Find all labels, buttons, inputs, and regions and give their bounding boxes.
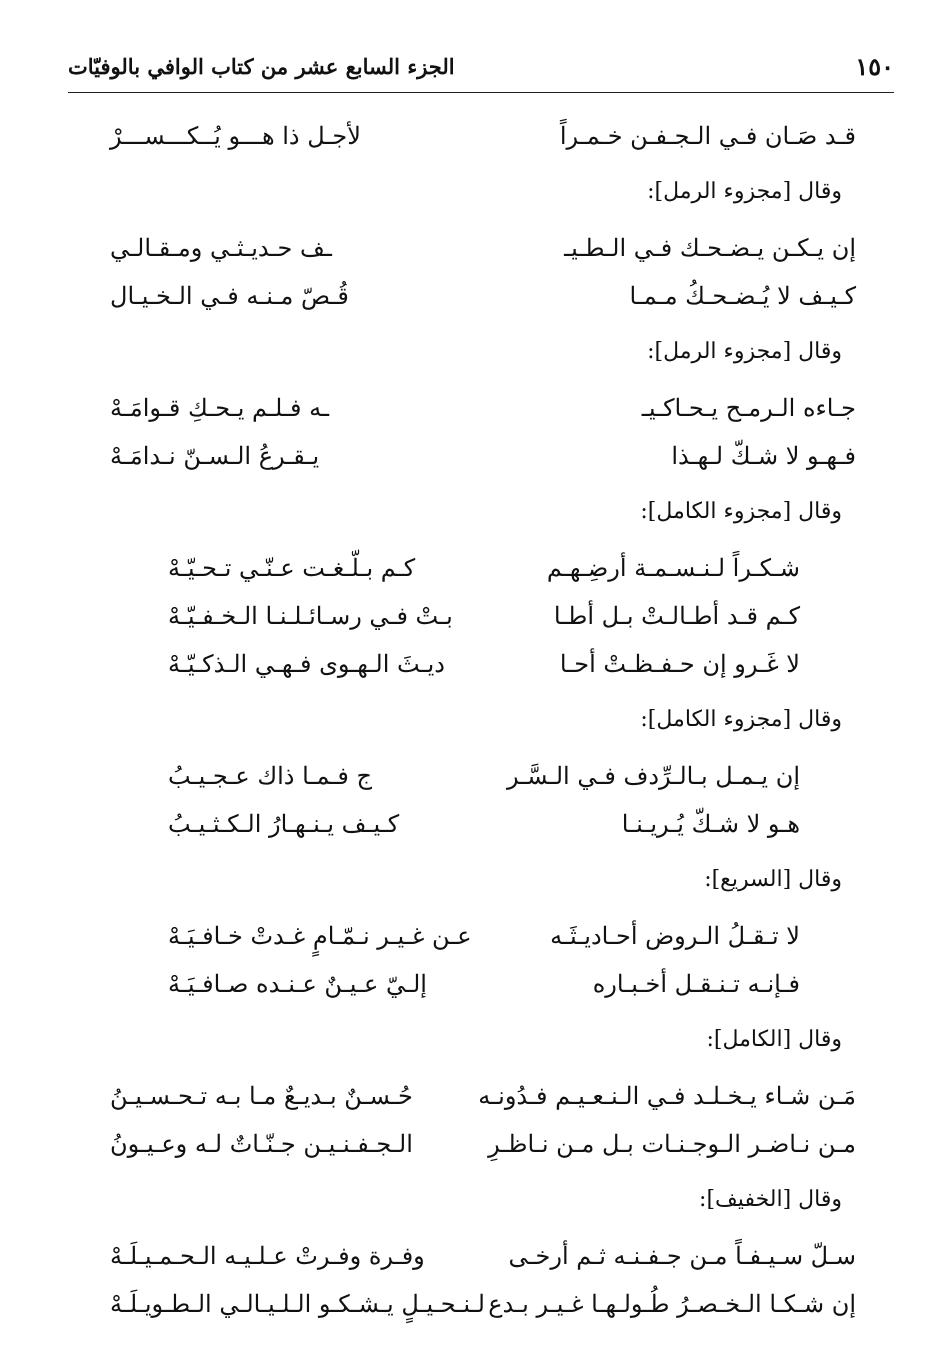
poem-intro: [0, 700, 940, 740]
poem-intro: [0, 492, 940, 532]
meter-intro: وقال [مجزوء الرمل]:: [647, 339, 842, 364]
verse-line: [0, 276, 940, 316]
verse-line: [0, 596, 940, 636]
poem-intro: [0, 1180, 940, 1220]
meter-intro: وقال [السريع]:: [704, 867, 842, 892]
second-hemistich: كـم بـلّـغـت عـنّـي تـحـيّـهْ: [168, 554, 416, 582]
second-hemistich: ـف حـديـثـي ومـقـالـي: [110, 234, 332, 262]
first-hemistich: قـد صَـان فـي الـجـفـن خـمـراً: [559, 122, 856, 150]
second-hemistich: يـقـرعُ الـسـنّ نـدامَـهْ: [110, 442, 320, 470]
verse-line: [0, 1236, 940, 1276]
second-hemistich: وفـرة وفـرتْ عـلـيـه الـحـمـيـلَـهْ: [110, 1242, 425, 1270]
second-hemistich: ـه فـلـم يـحـكِ قـوامَـهْ: [110, 394, 330, 422]
meter-intro: وقال [الخفيف]:: [699, 1187, 842, 1212]
page-number: ١٥٠: [855, 52, 894, 81]
verse-line: [0, 548, 940, 588]
second-hemistich: قُـصّ مـنـه فـي الـخـيـال: [110, 282, 349, 310]
first-hemistich: جـاءه الـرمـح يـحـاكـيـ: [641, 394, 856, 422]
first-hemistich: مَـن شـاء يـخـلـد فـي الـنـعـيـم فـدُونـه: [478, 1082, 856, 1110]
first-hemistich: كـم قـد أطـالـتْ بـل أطـا: [553, 602, 800, 630]
meter-intro: وقال [مجزوء الكامل]:: [640, 499, 842, 524]
first-hemistich: سـلّ سـيـفـاً مـن جـفـنـه ثـم أرخـى: [508, 1242, 856, 1270]
second-hemistich: حُـسـنٌ بـديـعٌ مـا بـه تـحـسـيـنُ: [110, 1082, 413, 1110]
first-hemistich: هـو لا شـكّ يُـريـنـا: [621, 810, 800, 838]
verse-line: [0, 1076, 940, 1116]
verse-line: [0, 804, 940, 844]
second-hemistich: إلـيّ عـيـنٌ عـنـده صـافـيَـهْ: [168, 970, 427, 998]
second-hemistich: لـنـحـيـلٍ يـشـكـو الـلـيـالـي الـطـويـلَـهْ: [110, 1290, 485, 1318]
second-hemistich: عـن غـيـر نـمّـامٍ غـدتْ خـافـيَـهْ: [168, 922, 472, 950]
poem-intro: [0, 332, 940, 372]
verse-line: [0, 1124, 940, 1164]
meter-intro: وقال [مجزوء الرمل]:: [647, 179, 842, 204]
second-hemistich: كـيـف يـنـهـارُ الـكـثـيـبُ: [168, 810, 400, 838]
verse-line: [0, 1284, 940, 1324]
second-hemistich: بـتْ فـي رسـائـلـنـا الـخـفـيّـهْ: [168, 602, 453, 630]
poem-intro: [0, 1020, 940, 1060]
verse-line: [0, 388, 940, 428]
verse-line: [0, 916, 940, 956]
first-hemistich: إن شـكـا الـخـصـرُ طُـولـهـا غـيـر بـدع: [488, 1290, 856, 1318]
verse-line: [0, 964, 940, 1004]
first-hemistich: مـن نـاضـر الـوجـنـات بـل مـن نـاظـرِ: [488, 1130, 856, 1158]
poem-intro: [0, 172, 940, 212]
meter-intro: وقال [مجزوء الكامل]:: [640, 707, 842, 732]
first-hemistich: لا غَـرو إن حـفـظـتْ أحـا: [559, 650, 800, 678]
second-hemistich: لأجـل ذا هـــو يُــكـــســـرْ: [110, 122, 361, 150]
verse-line: [0, 644, 940, 684]
verse-line: [0, 228, 940, 268]
verse-line: [0, 436, 940, 476]
first-hemistich: لا تـقـلُ الـروض أحـاديـثَـه: [550, 922, 800, 950]
meter-intro: وقال [الكامل]:: [706, 1027, 842, 1052]
running-title: الجزء السابع عشر من كتاب الوافي بالوفيّات: [68, 54, 455, 79]
verse-line: [0, 756, 940, 796]
second-hemistich: ج فـمـا ذاك عـجـيـبُ: [168, 762, 372, 790]
verse-line: [0, 116, 940, 156]
first-hemistich: فـإنـه تـنـقـل أخـبـاره: [592, 970, 800, 998]
first-hemistich: إن يـمـل بـالـرِّدف فـي الـسَّـر: [507, 762, 800, 790]
first-hemistich: كـيـف لا يُـضـحـكُ مـمـا: [629, 282, 856, 310]
first-hemistich: إن يـكـن يـضـحـك فـي الـطـيـ: [564, 234, 856, 262]
second-hemistich: ديـثَ الـهـوى فـهـي الـذكـيّـهْ: [168, 650, 445, 678]
poem-intro: [0, 860, 940, 900]
first-hemistich: شـكـراً لـنـسـمـة أرضِـهـم: [546, 554, 800, 582]
second-hemistich: الـجـفـنـيـن جـنّـاتٌ لـه وعـيـونُ: [110, 1130, 413, 1158]
first-hemistich: فـهـو لا شـكّ لـهـذا: [671, 442, 856, 470]
